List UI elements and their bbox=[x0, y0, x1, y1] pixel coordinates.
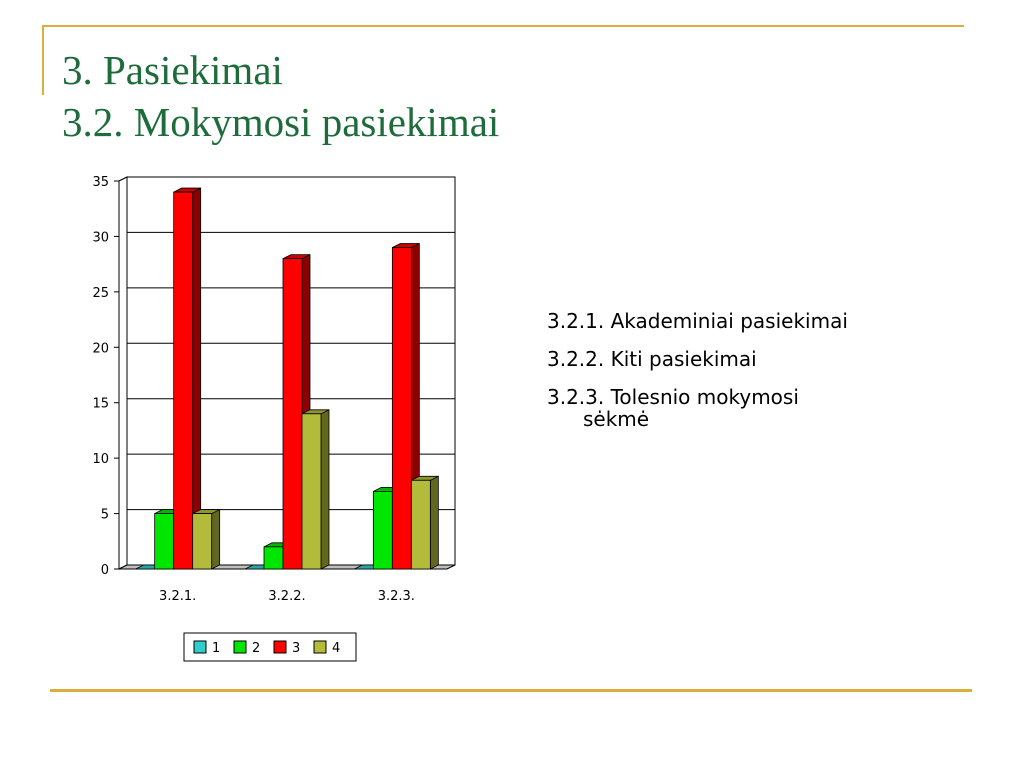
y-tick-label: 5 bbox=[100, 507, 109, 523]
side-wall bbox=[119, 177, 127, 569]
bullet-text: 3.2.2. Kiti pasiekimai bbox=[547, 347, 757, 371]
slide-title-line1: 3. Pasiekimai bbox=[62, 47, 283, 93]
bullet-item bbox=[547, 310, 947, 332]
legend-label: 1 bbox=[212, 641, 221, 656]
bullet-text-continued: sėkmė bbox=[583, 407, 650, 431]
y-tick-label: 0 bbox=[100, 563, 109, 578]
x-tick-label: 3.2.1. bbox=[159, 589, 197, 604]
y-tick-label: 30 bbox=[92, 230, 109, 246]
bar bbox=[283, 259, 302, 569]
y-tick-label: 10 bbox=[92, 452, 109, 468]
y-tick-label: 25 bbox=[92, 285, 109, 301]
bar bbox=[392, 248, 411, 569]
bullet-item bbox=[547, 386, 947, 430]
bar bbox=[193, 514, 212, 569]
slide-title-line2: 3.2. Mokymosi pasiekimai bbox=[62, 99, 500, 145]
legend-swatch bbox=[234, 641, 246, 653]
bar-chart bbox=[0, 0, 480, 690]
legend-swatch bbox=[274, 641, 286, 653]
bar-side bbox=[430, 476, 438, 569]
legend-label: 3 bbox=[292, 641, 301, 656]
bar bbox=[174, 192, 193, 569]
legend bbox=[184, 633, 356, 661]
bar bbox=[264, 547, 283, 569]
x-tick-label: 3.2.3. bbox=[377, 589, 415, 604]
bar bbox=[302, 414, 321, 569]
bullet-item bbox=[547, 348, 947, 370]
bullet-list bbox=[547, 310, 947, 446]
y-tick-label: 15 bbox=[92, 396, 109, 412]
bullet-text: 3.2.1. Akademiniai pasiekimai bbox=[547, 309, 848, 333]
bullet-text: 3.2.3. Tolesnio mokymosi bbox=[547, 385, 799, 409]
y-tick-label: 35 bbox=[92, 175, 109, 190]
bar-side bbox=[212, 510, 220, 569]
legend-label: 2 bbox=[252, 641, 261, 656]
y-tick-label: 20 bbox=[92, 341, 109, 357]
legend-swatch bbox=[314, 641, 326, 653]
bar bbox=[373, 491, 392, 569]
x-tick-label: 3.2.2. bbox=[268, 589, 306, 604]
bar-side bbox=[321, 410, 329, 569]
bar bbox=[155, 514, 174, 569]
legend-swatch bbox=[194, 641, 206, 653]
legend-label: 4 bbox=[332, 641, 341, 656]
bar bbox=[411, 480, 430, 569]
